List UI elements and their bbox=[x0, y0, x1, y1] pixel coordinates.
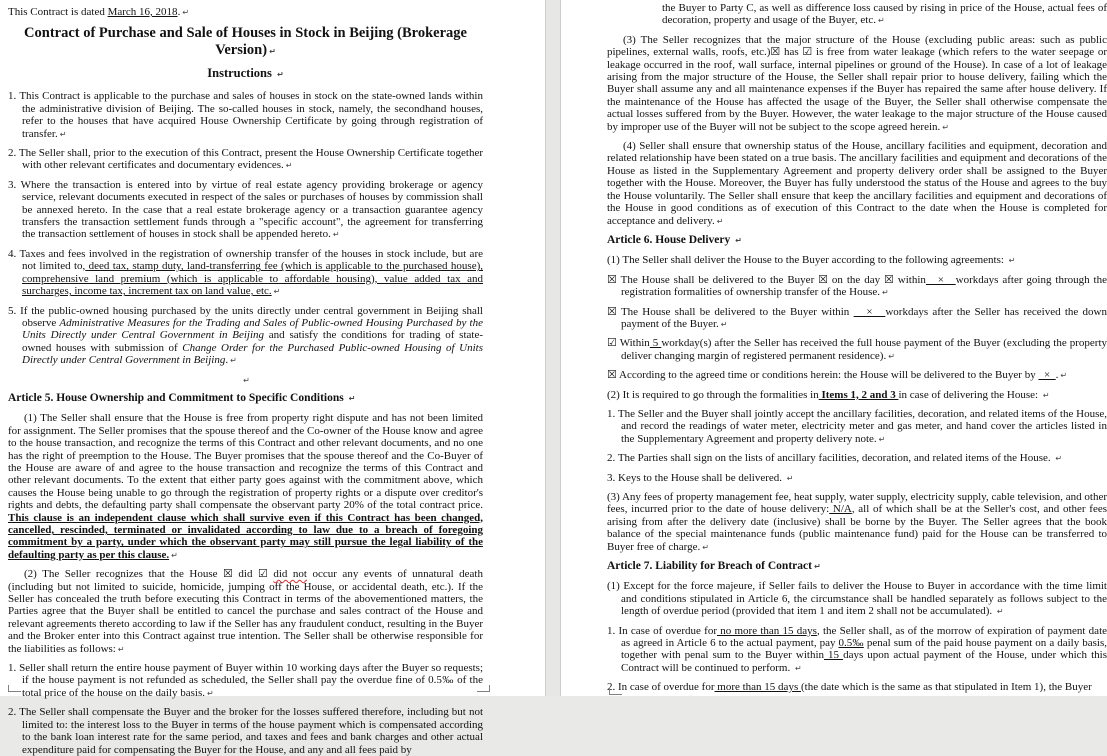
paragraph-mark: ↵ bbox=[117, 644, 125, 654]
formality-item-2: 2. The Parties shall sign on the lists of ancillary facilities, decoration, and related items of the House. ↵ bbox=[607, 452, 1063, 465]
instructions-heading: Instructions ↵ bbox=[207, 66, 284, 81]
text-boundary-mark bbox=[609, 688, 622, 695]
empty-paragraph bbox=[8, 374, 483, 387]
formality-item-1: 1. The Seller and the Buyer shall jointly accept the ancillary facilities, decoration, and related items of the House, and record the readings of water meter, electricity meter and gas meter, and hand cover the articles listed in the Supplementary Agreement and property delivery note. ↵ bbox=[607, 407, 1107, 445]
paragraph-mark: ↵ bbox=[269, 47, 276, 57]
paragraph-mark: ↵ bbox=[882, 288, 889, 298]
paragraph-mark: ↵ bbox=[243, 375, 250, 385]
paragraph-mark: ↵ bbox=[735, 235, 742, 245]
paragraph-mark: ↵ bbox=[786, 473, 794, 483]
delivery-option-2: ☒ The House shall be delivered to the Buyer within × workdays after the Seller has received the down payment of the Buyer. ↵ bbox=[607, 305, 1107, 330]
taxes-underlined-list: deed tax, stamp duty, land-transferring fee (which is applicable to the purchased house), comprehensive land premium (which is applicable to affordable housing), value added tax and surcharges, income tax, increment tax on land value, etc. bbox=[22, 260, 484, 298]
article6-paragraph-3: (3) Any fees of property management fee, heat supply, water supply, electricity supply, cable television, and other fees, incurred prior to the date of house delivery: N/A, all of which shall be at the Seller's cost, and other fees arising from after the delivery date (inclusive) shall be borne by the Buyer. The Seller agrees that the book balance of the special maintenance funds (public maintenance fund) paid for the House can be transferred to Buyer free of charge. ↵ bbox=[607, 491, 1107, 553]
paragraph-mark: ↵ bbox=[273, 287, 281, 297]
paragraph-mark: ↵ bbox=[230, 356, 237, 366]
checked-tick-checkbox: ☑ bbox=[607, 337, 617, 350]
delivery-option-4: ☒ According to the agreed time or conditions herein: the House will be delivered to the Buyer by × . ↵ bbox=[607, 369, 1068, 382]
change-order-title: Change Order for the Purchased Public-owned Housing of Units Directly under Central Government in Beijing bbox=[22, 341, 483, 367]
text-boundary-mark bbox=[8, 685, 21, 692]
paragraph-mark: ↵ bbox=[720, 319, 728, 329]
overdue-item-1: 1. In case of overdue for no more than 15 days, the Seller shall, as of the morrow of expiration of payment date as agreed in Article 6 to the actual payment, pay 0.5‰ penal sum of the paid house payment on a daily basis, together with penal sum to the Buyer within 15 days upon actual payment of the House, under which this Contract will be continued to perform. ↵ bbox=[607, 624, 1107, 674]
penal-rate: 0.5‰ bbox=[838, 637, 864, 650]
blank-value: × bbox=[853, 305, 886, 318]
page-right bbox=[561, 0, 1107, 696]
overdue-period: more than 15 days bbox=[714, 681, 801, 694]
text-boundary-mark bbox=[477, 685, 490, 692]
article6-heading: Article 6. House Delivery ↵ bbox=[607, 233, 742, 246]
article7-heading: Article 7. Liability for Breach of Contract ↵ bbox=[607, 560, 821, 573]
paragraph-mark: ↵ bbox=[206, 688, 214, 698]
paragraph-mark: ↵ bbox=[171, 550, 178, 560]
article6-paragraph-1: (1) The Seller shall deliver the House to the Buyer according to the following agreements: ↵ bbox=[607, 254, 1016, 267]
overdue-item-2: 2. In case of overdue for more than 15 days (the date which is the same as that stipulated in Item 1), the Buyer bbox=[607, 681, 1092, 694]
article5-heading: Article 5. House Ownership and Commitment to Specific Conditions ↵ bbox=[8, 391, 356, 404]
checked-x-checkbox: ☒ bbox=[607, 273, 617, 286]
paragraph-mark: ↵ bbox=[942, 122, 949, 132]
na-value: N/A bbox=[829, 503, 852, 516]
article5-liability-item-1: 1. Seller shall return the entire house payment of Buyer within 10 working days after the Buyer so requests; if the house payment is not refunded as scheduled, the Seller shall pay the overdue fine of 0.5‰ of the total price of the house on the daily basis. ↵ bbox=[8, 662, 483, 699]
days-value: 15 bbox=[824, 649, 844, 662]
paragraph-mark: ↵ bbox=[348, 393, 356, 403]
paragraph-mark: ↵ bbox=[702, 542, 709, 552]
paragraph-mark: ↵ bbox=[182, 8, 190, 17]
items-reference: Items 1, 2 and 3 bbox=[818, 388, 899, 401]
paragraph-mark: ↵ bbox=[877, 16, 885, 26]
article5-paragraph-4: (4) Seller shall ensure that ownership status of the House, ancillary facilities and equipment, decoration and related relationship have been stated on a true basis. The ancillary facilities and equipment and decorations of the House as listed in the Supplementary Agreement and property delivery order shall be assigned to the Buyer together with the House. Moreover, the Buyer has fully understood the status of the House and agrees to the buy the House voluntarily. The Seller shall ensure that keep the ancillary facilities and equipment and decorations of the House in good conditions as of execution of this Contract to the date when the House is completed for acceptance and delivery. ↵ bbox=[607, 140, 1107, 227]
contract-title: Contract of Purchase and Sale of Houses in Stock in Beijing (Brokerage Version) ↵ bbox=[24, 25, 467, 59]
paragraph-mark: ↵ bbox=[1060, 371, 1068, 381]
instruction-item-1: 1. This Contract is applicable to the purchase and sales of houses in stock on the state-owned lands within the administrative division of Beijing. The so-called houses in stock, namely, the secondhand houses, refer to the houses that have acquired House Ownership Certificate by going through registration of transfer. ↵ bbox=[8, 90, 483, 140]
paragraph-mark: ↵ bbox=[1008, 256, 1016, 266]
paragraph-mark: ↵ bbox=[1042, 390, 1050, 400]
spellcheck-flagged-text: did not bbox=[273, 568, 307, 581]
article5-paragraph-1: (1) The Seller shall ensure that the House is free from property right dispute and has not been limited for assignment. The Seller promises that the spouse thereof and the Co-owner of the House know and agree to the house transaction, and recognize the terms of this Contract and other relevant documents, and no one has the right of preemption to the House. The Buyer promises that the spouse thereof and the Co-Buyer of the House are aware of and agree to the house transaction and recognize the terms of this Contract and other relevant documents. To the extent that either party goes against with the commitment above, which causes the House being unable to go through the registration of property rights or a dispute over creditor's rights and debts, the defaulting party shall compensate the observant party 20% of the total contract price. This clause is an independent clause which shall survive even if this Contract has been changed, cancelled, rescinded, terminated or invalidated according to law due to a breach of foregoing commitment by a party, under which the observant party may still pursue the legal liability of the defaulting party as per this clause. ↵ bbox=[8, 412, 483, 561]
paragraph-mark: ↵ bbox=[332, 230, 340, 240]
paragraph-mark: ↵ bbox=[59, 129, 67, 139]
article7-paragraph-1: (1) Except for the force majeure, if Seller fails to deliver the House to Buyer in accordance with the time limit and conditions stipulated in Article 6, the circumstance shall be handled separately as follows subject to the length of overdue period (provided that item 1 and item 2 shall not be accumulated). ↵ bbox=[607, 580, 1107, 618]
instruction-item-5: 5. If the public-owned housing purchased by the units directly under central government in Beijing shall observe Administrative Measures for the Trading and Sales of Public-owned Housing Purchased by the Units Directly under Central Government in Beijing and satisfy the conditions for trading of state-owned houses with submission of Change Order for the Purchased Public-owned Housing of Units Directly under Central Government in Beijing. ↵ bbox=[8, 304, 483, 367]
article6-paragraph-2: (2) It is required to go through the formalities in Items 1, 2 and 3 in case of delivering the House: ↵ bbox=[607, 388, 1050, 401]
checked-x-checkbox: ☒ bbox=[607, 305, 617, 318]
instruction-item-4: 4. Taxes and fees involved in the registration of ownership transfer of the houses in stock include, but are not limited to, deed tax, stamp duty, land-transferring fee (which is applicable to the purchased house), comprehensive land premium (which is applicable to affordable housing), value added tax and surcharges, income tax, increment tax on land value, etc. ↵ bbox=[8, 247, 484, 298]
delivery-option-1: ☒ The House shall be delivered to the Buyer ☒ on the day ☒ within × workdays after going through the registration formalities of ownership transfer of the House. ↵ bbox=[607, 273, 1107, 299]
page-left bbox=[0, 0, 545, 756]
article5-paragraph-2: (2) The Seller recognizes that the House ☒ did ☑ did not occur any events of unnatural death (including but not limited to suicide, homicide, jumping off the House, or accidental death, etc.). If the Seller has concealed the truth before executing this Contract in terms of the abovementioned matters, the Parties agree that the Buyer shall be entitled to cancel the purchase and sales contract of the House and relevant agreements thereto according to law if the Seller has any fraudulent conduct, resulting in the Buyer and the Broker enter into this Contract against true intention. The Seller shall be otherwise responsible for the liabilities as follows: ↵ bbox=[8, 568, 483, 655]
paragraph-mark: ↵ bbox=[813, 562, 821, 572]
regulation-title: Administrative Measures for the Trading and Sales of Public-owned Housing Purchased by the Units Directly under Central Government in Beijing bbox=[22, 316, 483, 342]
blank-value: × bbox=[1038, 369, 1056, 382]
formality-item-3: 3. Keys to the House shall be delivered. ↵ bbox=[607, 471, 794, 484]
paragraph-mark: ↵ bbox=[716, 216, 724, 226]
delivery-option-3: ☑ Within 5 workday(s) after the Seller has received the full house payment of the Buyer (excluding the property deliver changing margin of registered permanent residence). ↵ bbox=[607, 337, 1107, 362]
paragraph-mark: ↵ bbox=[277, 70, 284, 80]
page-gap bbox=[545, 0, 561, 696]
paragraph-mark: ↵ bbox=[285, 161, 293, 171]
paragraph-mark: ↵ bbox=[794, 663, 802, 673]
blank-value: × bbox=[925, 273, 956, 286]
article5-liability-item-2: 2. The Seller shall compensate the Buyer and the broker for the losses suffered therefore, including but not limited to: the interest loss to the Buyer in terms of the house payment which is compensated according to the bank loan interest rate for the same period, and taxes and fees and bank charges and other actual expenditure paid for compensating the Buyer for the House, and any and all fees paid by bbox=[8, 706, 483, 756]
article5-paragraph-3: (3) The Seller recognizes that the major structure of the House (excluding public areas: such as public pipelines, external walls, roofs, etc.)☒ has ☑ is free from water leakage (which refers to the water seepage or leakage occurred in the roof, wall surface, internal pipelines or ground of the House). In case of a lot of leakage arising from the major structure of the House, the Seller shall repair prior to house delivery, failing which the Buyer shall assume any and all maintenance expenses if the Buyer has repaired the same after house delivery. If the maintenance of the House has affected the usage of the Buyer, the Seller shall otherwise compensate the actual losses suffered from by the Buyer. However, the water leakage to the major structure of the House caused by improper use of the Buyer will not be subject to the scope agreed herein. ↵ bbox=[607, 33, 1107, 133]
blank-value: 5 bbox=[649, 337, 662, 350]
paragraph-mark: ↵ bbox=[888, 351, 895, 361]
paragraph-mark: ↵ bbox=[996, 607, 1004, 617]
independent-clause: This clause is an independent clause which shall survive even if this Contract has been changed, cancelled, rescinded, terminated or invalidated according to law due to a breach of foregoing commitment by a party, under which the observant party may still pursue the legal liability of the defaulting party as per this clause. bbox=[8, 511, 483, 561]
item2-continuation: the Buyer to Party C, as well as difference loss caused by rising in price of the House, actual fees of decoration, property and usage of the Buyer, etc. ↵ bbox=[662, 2, 1107, 27]
instruction-item-2: 2. The Seller shall, prior to the execution of this Contract, present the House Ownership Certificate together with other relevant certificates and documentary evidences. ↵ bbox=[8, 147, 483, 172]
paragraph-mark: ↵ bbox=[1055, 454, 1063, 464]
contract-date: March 16, 2018 bbox=[107, 6, 178, 18]
overdue-period: no more than 15 days bbox=[717, 624, 817, 637]
dateline: This Contract is dated March 16, 2018. ↵ bbox=[8, 6, 190, 18]
instruction-item-3: 3. Where the transaction is entered into by virtue of real estate agency providing brokerage or agency service, relevant documents executed in respect of the sales or purchases of houses by commission shall be annexed hereto. In the case that a real estate brokerage agency or a transaction guarantee agency transfers the transaction settlement funds through a "specific account", the agreement for transferring the transaction settlement of houses in stock shall be appended hereto. ↵ bbox=[8, 178, 483, 241]
paragraph-mark: ↵ bbox=[878, 434, 886, 444]
checked-x-checkbox: ☒ bbox=[607, 369, 617, 382]
